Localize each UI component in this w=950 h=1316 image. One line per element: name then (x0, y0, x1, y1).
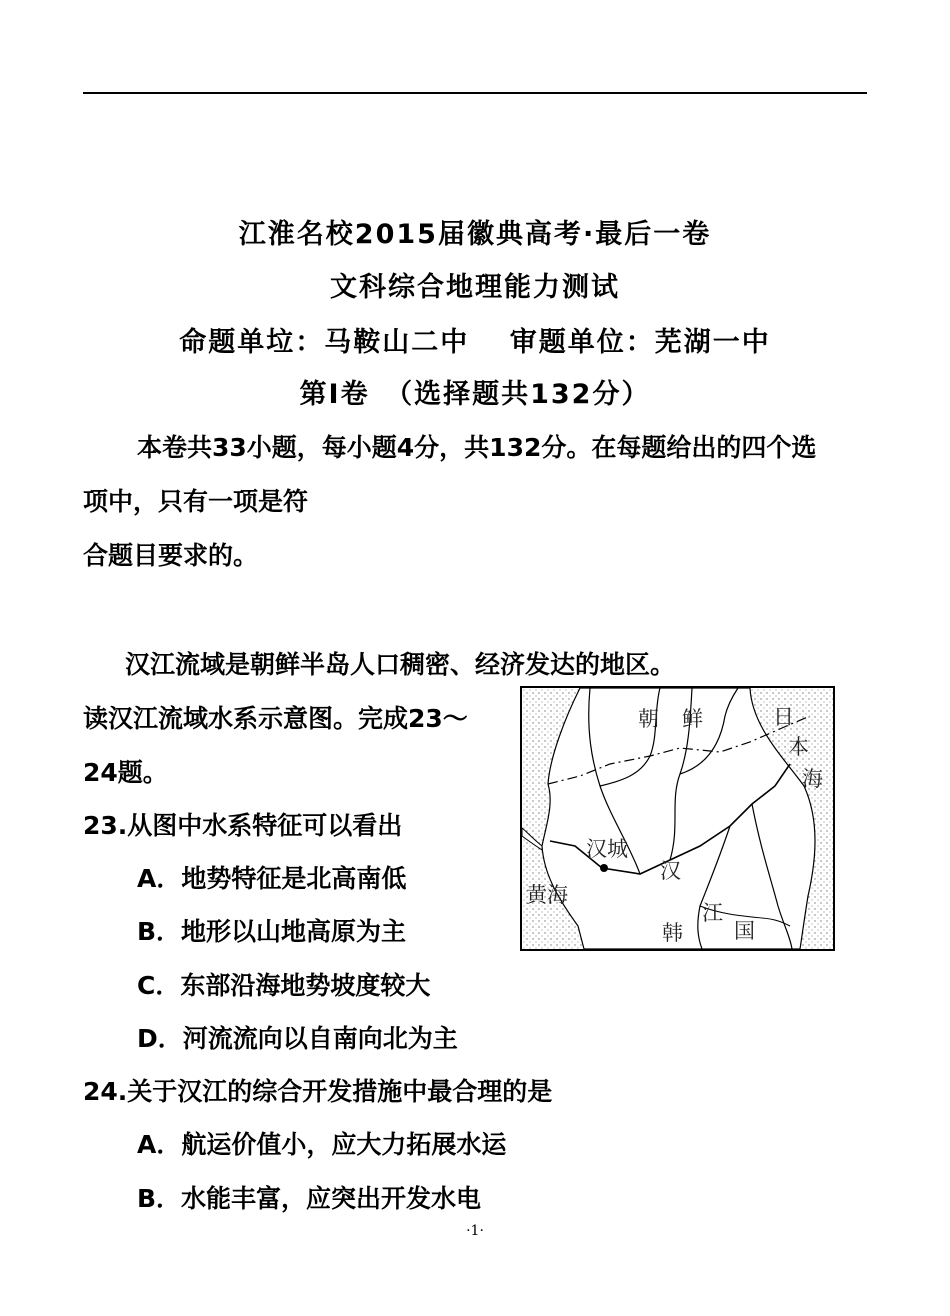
exam-units: 命题单垃：马鞍山二中 审题单位：芜湖一中 (179, 327, 771, 358)
exam-subtitle: 文科综合地理能力测试 (330, 272, 620, 303)
exam-title: 江淮名校2015届徽典高考·最后一卷 (238, 219, 712, 250)
question-24-option-b: B．水能丰富，应突出开发水电 (137, 1184, 482, 1213)
map-label-huanghai: 黄海 (526, 883, 568, 907)
map-label-ben: 本 (788, 735, 809, 759)
question-23-option-c: C．东部沿海地势坡度较大 (137, 971, 431, 1000)
map-label-hancheng: 汉城 (586, 837, 628, 861)
map-label-chao: 朝 (638, 707, 659, 731)
han-river-map (520, 686, 836, 952)
question-24-option-a: A．航运价值小，应大力拓展水运 (137, 1130, 507, 1159)
map-label-guo: 国 (734, 919, 755, 943)
map-label-jiang: 江 (702, 901, 723, 925)
question-23-option-d: D．河流流向以自南向北为主 (137, 1024, 458, 1053)
section-heading: 第Ⅰ卷 （选择题共132分） (299, 379, 651, 410)
page-number: ·1· (466, 1223, 484, 1239)
map-label-hai: 海 (802, 767, 823, 791)
question-23-option-a: A．地势特征是北高南低 (137, 864, 407, 893)
map-label-han: 汉 (660, 859, 681, 883)
intro-line-2: 项中，只有一项是符 (83, 487, 309, 516)
map-label-hanguo: 韩 (662, 921, 683, 945)
passage-line-3: 24题。 (83, 758, 168, 787)
intro-line-1: 本卷共33小题，每小题4分，共132分。在每题给出的四个选 (137, 433, 817, 462)
intro-line-3: 合题目要求的。 (83, 541, 259, 570)
question-23-option-b: B．地形以山地高原为主 (137, 917, 407, 946)
passage-line-1: 汉江流域是朝鲜半岛人口稠密、经济发达的地区。 (125, 650, 676, 679)
header-rule (83, 92, 867, 94)
question-23-stem: 23.从图中水系特征可以看出 (83, 811, 403, 840)
question-24-stem: 24.关于汉江的综合开发措施中最合理的是 (83, 1077, 553, 1106)
map-label-ri: 日 (773, 705, 794, 729)
map-label-xian: 鲜 (682, 707, 703, 731)
hancheng-dot (600, 864, 608, 872)
passage-line-2: 读汉江流域水系示意图。完成23～ (83, 704, 468, 733)
